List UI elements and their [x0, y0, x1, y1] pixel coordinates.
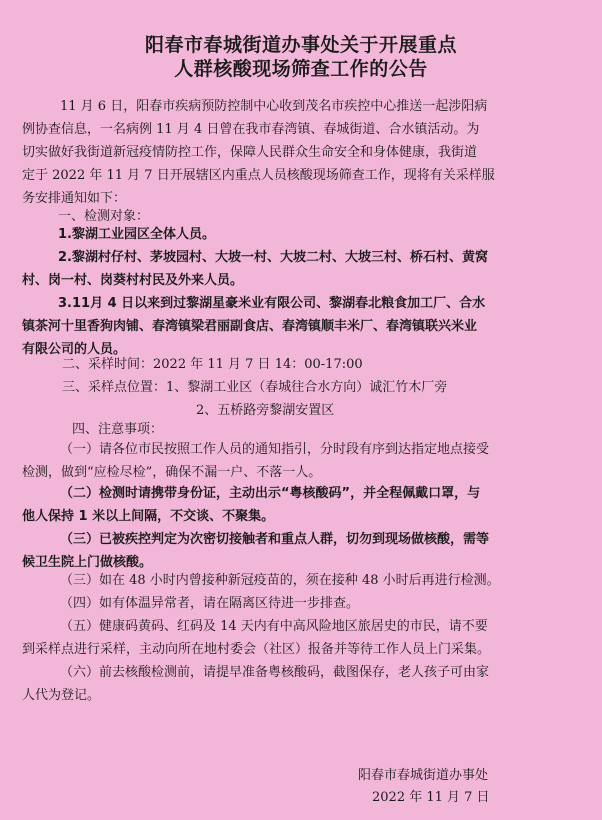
- note-line: 人代为登记。: [22, 688, 101, 703]
- note-line: （四）如有体温异常者，请在隔离区待进一步排查。: [60, 596, 360, 611]
- intro-line: 例协查信息，一名病例 11 月 4 日曾在我市春湾镇、春城街道、合水镇活动。为: [22, 122, 480, 137]
- notice-title-line2: 人群核酸现场筛查工作的公告: [174, 58, 428, 80]
- target-item: 有限公司的人员。: [22, 342, 127, 357]
- sampling-location: 三、采样点位置：1、黎湖工业区（春城往合水方向）诚汇竹木厂旁: [62, 380, 448, 395]
- note-line: （二）检测时请携带身份证，主动出示“粤核酸码”，并全程佩戴口罩，与: [60, 486, 481, 501]
- sampling-location: 2、五桥路旁黎湖安置区: [196, 403, 335, 418]
- note-line: （一）请各位市民按照工作人员的通知指引，分时段有序到达指定地点接受: [60, 442, 490, 457]
- notice-title-line1: 阳春市春城街道办事处关于开展重点: [144, 34, 457, 56]
- section-heading-notes: 四、注意事项：: [72, 422, 164, 437]
- signature-date: 2022 年 11 月 7 日: [372, 790, 490, 805]
- note-line: 他人保持 1 米以上间隔，不交谈、不聚集。: [22, 509, 275, 524]
- target-item: 2.黎湖村仔村、茅坡园村、大坡一村、大坡二村、大坡三村、桥石村、黄窝: [58, 250, 488, 265]
- target-item: 村、岗一村、岗葵村村民及外来人员。: [22, 273, 244, 288]
- note-line: （三）如在 48 小时内曾接种新冠疫苗的，须在接种 48 小时后再进行检测。: [60, 573, 500, 588]
- intro-line: 11 月 6 日，阳春市疾病预防控制中心收到茂名市疾控中心推送一起涉阳病: [60, 99, 488, 114]
- note-line: 候卫生院上门做核酸。: [22, 555, 153, 570]
- intro-line: 切实做好我街道新冠疫情防控工作，保障人民群众生命安全和身体健康，我街道: [22, 145, 478, 160]
- note-line: （五）健康码黄码、红码及 14 天内有中高风险地区旅居史的市民，请不要: [60, 619, 488, 634]
- intro-line: 务安排通知如下：: [22, 191, 127, 206]
- signature-org: 阳春市春城街道办事处: [358, 768, 489, 783]
- target-item: 1.黎湖工业园区全体人员。: [58, 227, 215, 242]
- note-line: （六）前去核酸检测前，请提早准备粤核酸码，截图保存，老人孩子可由家: [60, 665, 490, 680]
- sampling-time: 二、采样时间：2022 年 11 月 7 日 14：00-17:00: [62, 357, 363, 372]
- intro-line: 定于 2022 年 11 月 7 日开展辖区内重点人员核酸现场筛查工作，现将有关采样服: [22, 168, 495, 183]
- note-line: 检测，做到“应检尽检”，确保不漏一户、不落一人。: [22, 465, 322, 480]
- note-line: （三）已被疾控判定为次密切接触者和重点人群，切勿到现场做核酸，需等: [60, 532, 490, 547]
- target-item: 镇茶河十里香狗肉铺、春湾镇梁君丽副食店、春湾镇顺丰米厂、春湾镇联兴米业: [22, 319, 478, 334]
- section-heading-targets: 一、检测对象：: [58, 209, 150, 224]
- note-line: 到采样点进行采样，主动向所在地村委会（社区）报备并等待工作人员上门采集。: [22, 642, 491, 657]
- target-item: 3.11月 4 日以来到过黎湖星豪米业有限公司、黎湖春北粮食加工厂、合水: [58, 296, 486, 311]
